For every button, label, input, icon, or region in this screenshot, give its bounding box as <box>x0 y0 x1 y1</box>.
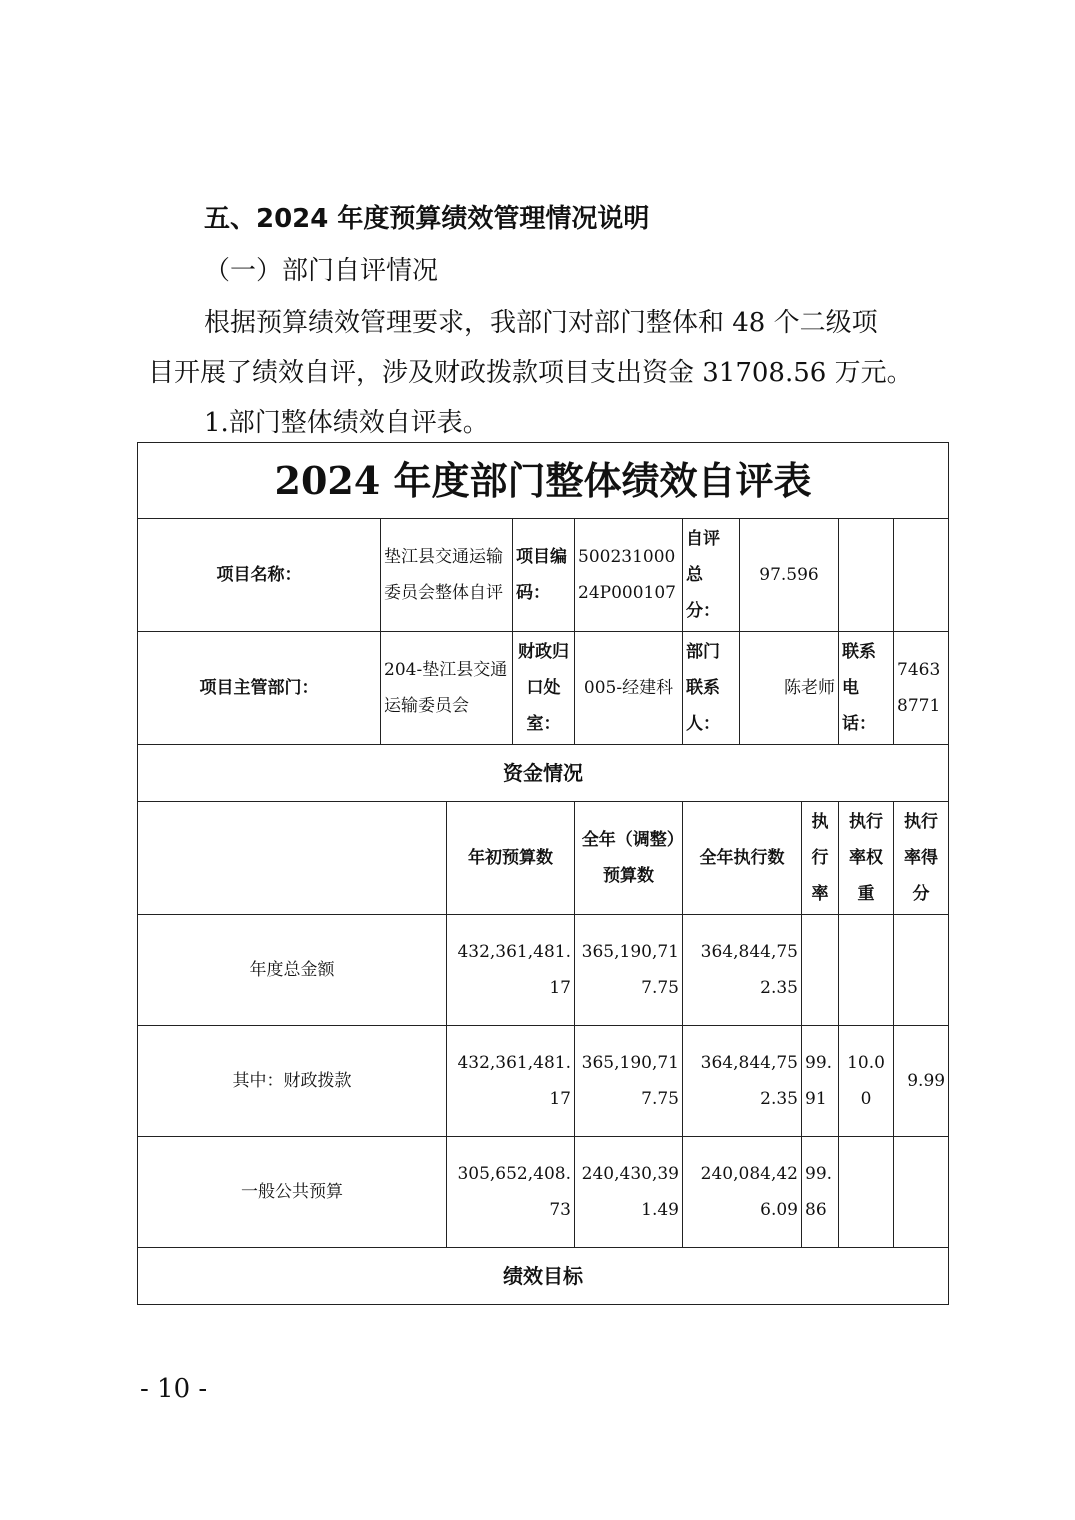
row-name: 一般公共预算 <box>138 1137 447 1248</box>
row-weight <box>839 1137 894 1248</box>
empty-cell <box>839 519 894 632</box>
row-executed: 240,084,426.09 <box>683 1137 802 1248</box>
row-rate <box>802 915 839 1026</box>
table-row <box>138 1026 949 1137</box>
row-weight: 10.00 <box>839 1026 894 1137</box>
contact-value: 陈老师 <box>740 632 839 745</box>
empty-header-cell <box>138 802 447 915</box>
row-executed: 364,844,752.35 <box>683 1026 802 1137</box>
contact-label: 部门联系人： <box>683 632 740 745</box>
row-initial: 305,652,408.73 <box>447 1137 575 1248</box>
row-name: 年度总金额 <box>138 915 447 1026</box>
row-initial: 432,361,481.17 <box>447 915 575 1026</box>
self-score-label: 自评总分： <box>683 519 740 632</box>
row-score: 9.99 <box>894 1026 949 1137</box>
row-score <box>894 915 949 1026</box>
paragraph-line-2: 目开展了绩效自评，涉及财政拨款项目支出资金 31708.56 万元。 <box>148 358 913 388</box>
row-score <box>894 1137 949 1248</box>
row-name: 其中：财政拨款 <box>138 1026 447 1137</box>
table-row <box>138 1137 949 1248</box>
row-adjusted: 365,190,717.75 <box>575 1026 683 1137</box>
col-initial-budget: 年初预算数 <box>447 802 575 915</box>
funds-section-header: 资金情况 <box>138 745 949 802</box>
project-name-label: 项目名称： <box>138 519 381 632</box>
phone-value: 74638771 <box>894 632 949 745</box>
section-heading: 五、2024 年度预算绩效管理情况说明 <box>204 204 650 234</box>
row-initial: 432,361,481.17 <box>447 1026 575 1137</box>
table-caption: 1.部门整体绩效自评表。 <box>204 408 489 438</box>
row-weight <box>839 915 894 1026</box>
row-executed: 364,844,752.35 <box>683 915 802 1026</box>
table-title: 2024 年度部门整体绩效自评表 <box>138 443 949 519</box>
col-rate-weight: 执行率权重 <box>839 802 894 915</box>
row-adjusted: 240,430,391.49 <box>575 1137 683 1248</box>
row-rate: 99.86 <box>802 1137 839 1248</box>
table-row <box>138 915 949 1026</box>
row-rate: 99.91 <box>802 1026 839 1137</box>
row-adjusted: 365,190,717.75 <box>575 915 683 1026</box>
self-evaluation-table <box>137 442 949 1305</box>
col-execution-rate: 执行率 <box>802 802 839 915</box>
col-rate-score: 执行率得分 <box>894 802 949 915</box>
finance-office-label: 财政归口处室： <box>513 632 575 745</box>
paragraph-line-1: 根据预算绩效管理要求，我部门对部门整体和 48 个二级项 <box>204 308 878 338</box>
dept-value: 204-垫江县交通运输委员会 <box>381 632 513 745</box>
dept-label: 项目主管部门： <box>138 632 381 745</box>
project-code-value: 50023100024P000107 <box>575 519 683 632</box>
col-adjusted-budget: 全年（调整）预算数 <box>575 802 683 915</box>
project-name-value: 垫江县交通运输委员会整体自评 <box>381 519 513 632</box>
empty-cell <box>894 519 949 632</box>
col-executed: 全年执行数 <box>683 802 802 915</box>
self-score-value: 97.596 <box>740 519 839 632</box>
goals-section-header: 绩效目标 <box>138 1248 949 1305</box>
project-code-label: 项目编码： <box>513 519 575 632</box>
page-number: - 10 - <box>140 1374 208 1404</box>
subsection-heading: （一）部门自评情况 <box>204 256 439 286</box>
finance-office-value: 005-经建科 <box>575 632 683 745</box>
phone-label: 联系电话： <box>839 632 894 745</box>
